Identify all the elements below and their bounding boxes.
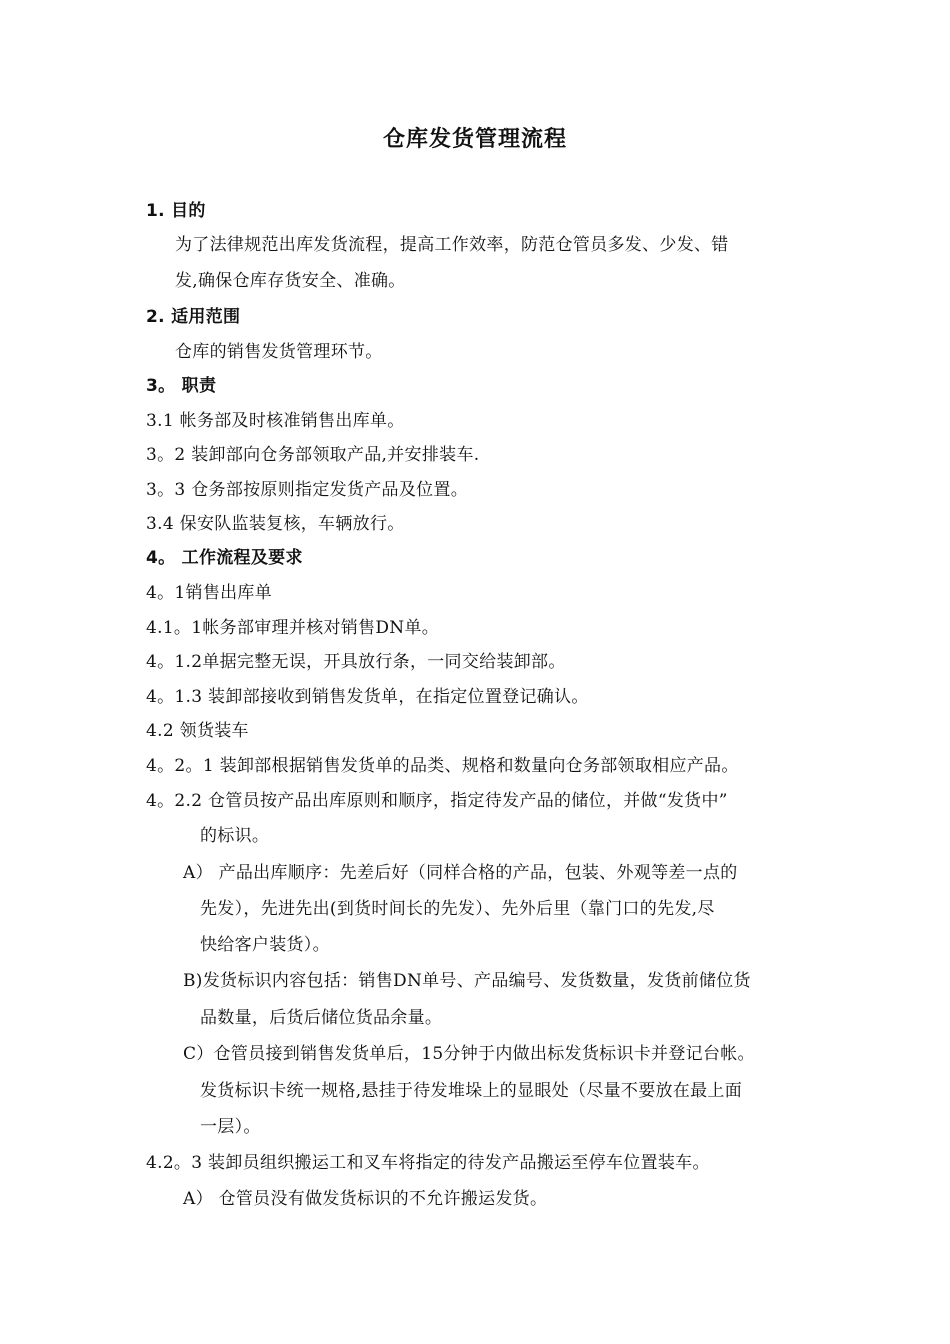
sub-item: C）仓管员接到销售发货单后，15分钟于内做出标发货标识卡并登记台帐。 [183,1044,755,1064]
list-item: 4.1。1帐务部审理并核对销售DN单。 [146,618,440,638]
section-heading-scope: 2. 适用范围 [146,307,241,327]
list-item: 4.2 领货装车 [146,721,249,741]
list-item: 3.4 保安队监装复核，车辆放行。 [146,514,405,534]
sub-item: A） 仓管员没有做发货标识的不允许搬运发货。 [183,1189,548,1209]
paragraph-line: 发货标识卡统一规格,悬挂于待发堆垛上的显眼处（尽量不要放在最上面 [200,1081,743,1101]
list-item: 4。1.3 装卸部接收到销售发货单，在指定位置登记确认。 [146,687,589,707]
paragraph-line: 快给客户装货）。 [200,935,330,955]
paragraph-line: 一层）。 [200,1117,261,1137]
sub-item: B)发货标识内容包括：销售DN单号、产品编号、发货数量，发货前储位货 [183,971,751,991]
list-item: 3。2 装卸部向仓务部领取产品,并安排装车. [146,445,480,465]
sub-item: A） 产品出库顺序：先差后好（同样合格的产品，包装、外观等差一点的 [183,863,738,883]
paragraph-line: 的标识。 [200,826,270,846]
paragraph-line: 先发），先进先出(到货时间长的先发）、先外后里（靠门口的先发,尽 [200,899,715,919]
section-heading-workflow: 4。 工作流程及要求 [146,548,303,568]
paragraph-line: 仓库的销售发货管理环节。 [175,342,383,362]
list-item: 4.2。3 装卸员组织搬运工和叉车将指定的待发产品搬运至停车位置装车。 [146,1153,710,1173]
list-item: 3.1 帐务部及时核准销售出库单。 [146,411,405,431]
list-item: 4。1销售出库单 [146,583,273,603]
section-heading-purpose: 1. 目的 [146,201,206,221]
section-heading-duties: 3。 职责 [146,376,217,396]
list-item: 3。3 仓务部按原则指定发货产品及位置。 [146,480,469,500]
paragraph-line: 发,确保仓库存货安全、准确。 [175,271,406,291]
paragraph-line: 品数量，后货后储位货品余量。 [200,1008,443,1028]
list-item: 4。2.2 仓管员按产品出库原则和顺序，指定待发产品的储位，并做“发货中” [146,791,728,811]
list-item: 4。2。1 装卸部根据销售发货单的品类、规格和数量向仓务部领取相应产品。 [146,756,739,776]
paragraph-line: 为了法律规范出库发货流程，提高工作效率，防范仓管员多发、少发、错 [175,235,729,255]
document-title: 仓库发货管理流程 [382,127,567,152]
list-item: 4。1.2单据完整无误，开具放行条，一同交给装卸部。 [146,652,566,672]
